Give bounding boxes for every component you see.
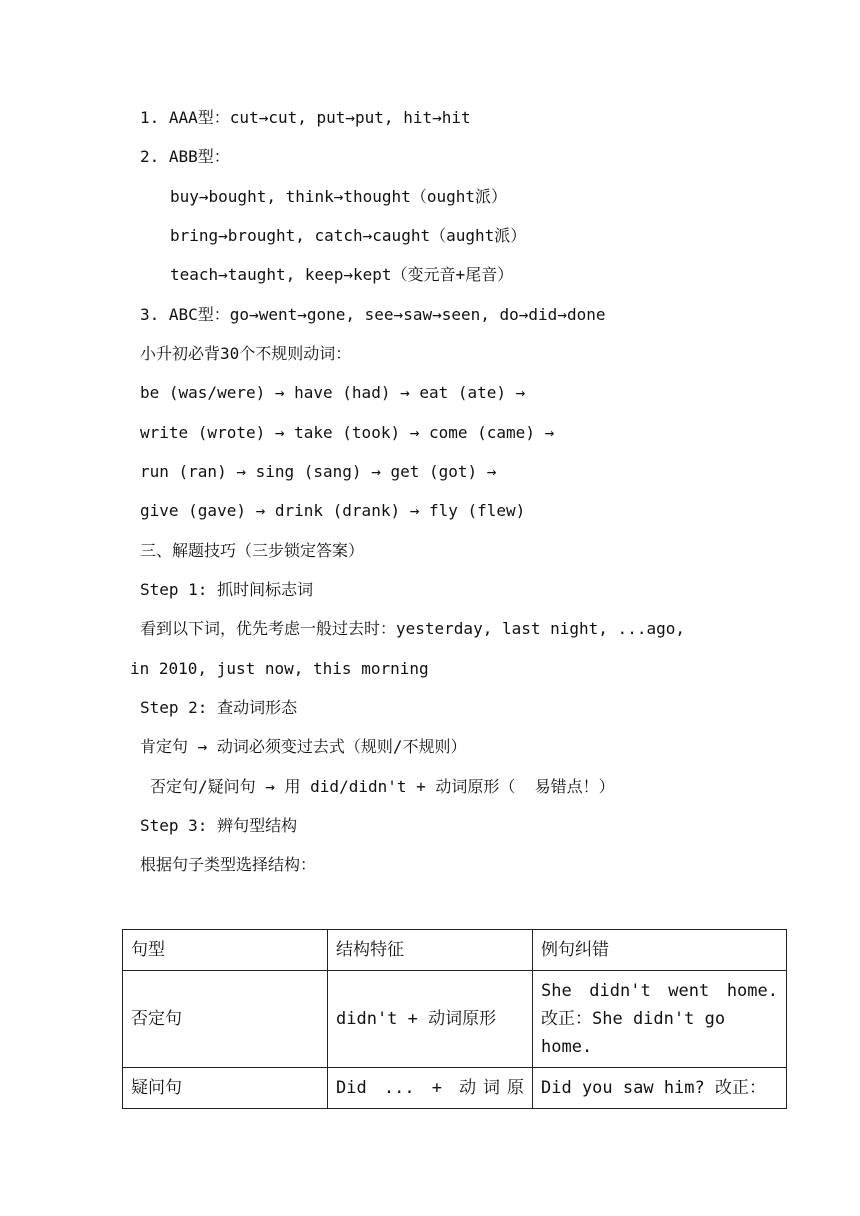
- table-row: [123, 1068, 787, 1109]
- step-1-desc: 看到以下词，优先考虑一般过去时：yesterday, last night, ...ago,: [140, 619, 685, 638]
- step-2-negative-question: 否定句/疑问句 → 用 did/didn't + 动词原形（ 易错点！）: [150, 777, 615, 796]
- verb-chain-3: run (ran) → sing (sang) → get (got) →: [140, 462, 497, 481]
- table-cell-type: 疑问句: [123, 1068, 328, 1109]
- example-correction: 改正：She didn't go home.: [541, 1009, 726, 1057]
- table-cell-example: Did you saw him? 改正：: [533, 1068, 787, 1109]
- step-2-affirmative: 肯定句 → 动词必须变过去式（规则/不规则）: [140, 737, 467, 756]
- step-2-title: Step 2: 查动词形态: [140, 698, 298, 717]
- step-1-desc-cont: in 2010, just now, this morning: [130, 659, 429, 678]
- table-header-cell: 例句纠错: [533, 930, 787, 971]
- verb-chain-2: write (wrote) → take (took) → come (came) →: [140, 423, 555, 442]
- verb-chain-1: be (was/were) → have (had) → eat (ate) →: [140, 383, 526, 402]
- table-cell-example: [533, 971, 787, 1068]
- rule-abb-heading: 2. ABB型：: [140, 147, 230, 166]
- table-row: [123, 971, 787, 1068]
- table-cell-structure: Did ... + 动词原: [328, 1068, 533, 1109]
- verb-chain-4: give (gave) → drink (drank) → fly (flew): [140, 501, 526, 520]
- table-header-cell: 结构特征: [328, 930, 533, 971]
- table-cell-type: 否定句: [123, 971, 328, 1068]
- rule-abc: 3. ABC型：go→went→gone, see→saw→seen, do→did→done: [140, 305, 606, 324]
- table-header-row: [123, 930, 787, 971]
- rule-aaa: 1. AAA型：cut→cut, put→put, hit→hit: [140, 108, 471, 127]
- step-3-desc: 根据句子类型选择结构：: [140, 855, 317, 874]
- step-3-title: Step 3: 辨句型结构: [140, 816, 298, 835]
- step-1-title: Step 1: 抓时间标志词: [140, 580, 314, 599]
- section-heading-tips: 三、解题技巧（三步锁定答案）: [140, 541, 365, 560]
- table-cell-structure: didn't + 动词原形: [328, 971, 533, 1068]
- sentence-structure-table: [122, 929, 787, 1109]
- example-wrong: She didn't went home.: [541, 981, 778, 1001]
- rule-abb-aught: bring→brought, catch→caught（aught派）: [170, 226, 527, 245]
- rule-abb-ought: buy→bought, think→thought（ought派）: [170, 187, 507, 206]
- rule-abb-vowel: teach→taught, keep→kept（变元音+尾音）: [170, 265, 514, 284]
- table-header-cell: 句型: [123, 930, 328, 971]
- irregular-verbs-heading: 小升初必背30个不规则动词：: [140, 344, 352, 363]
